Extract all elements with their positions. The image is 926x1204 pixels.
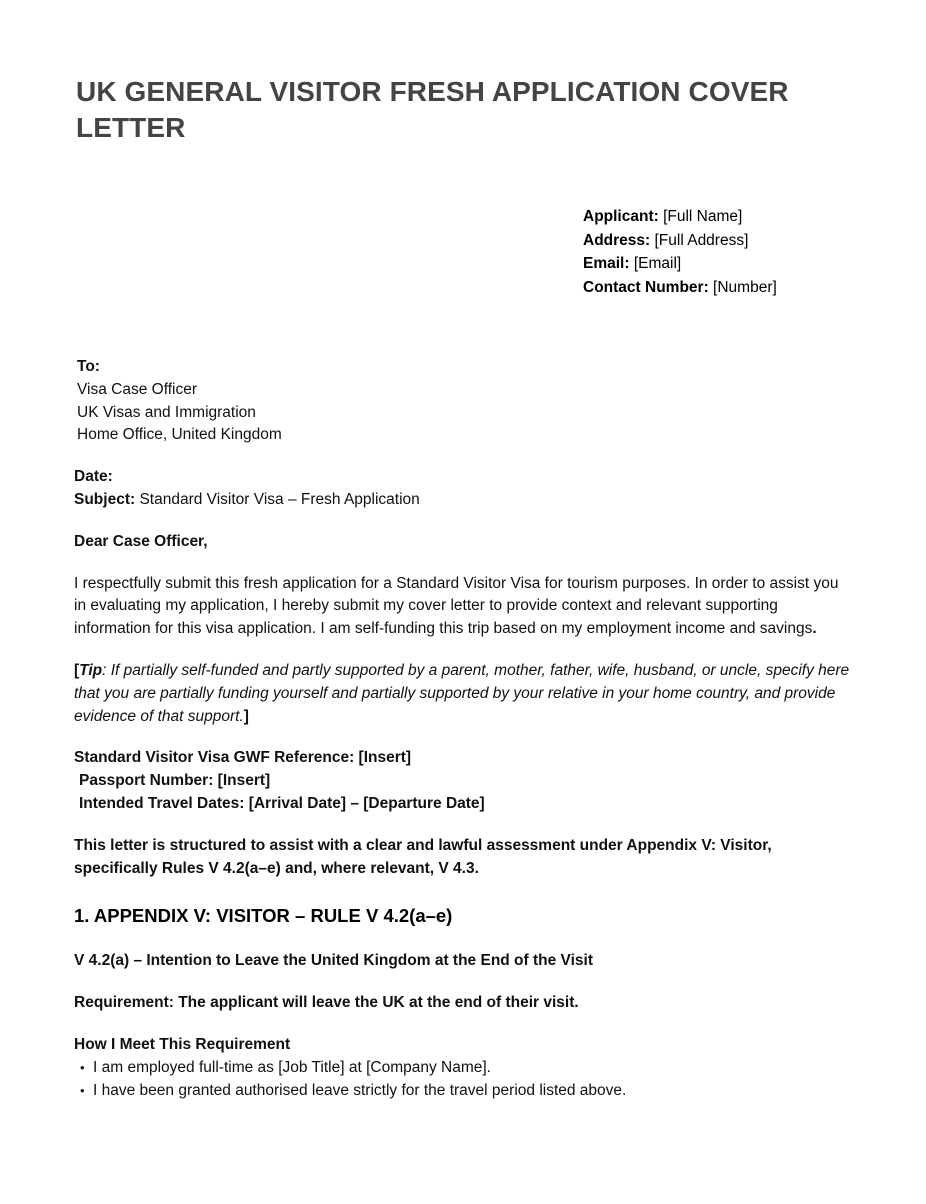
date-line [74,466,852,489]
applicant-line-name [583,205,777,229]
reference-passport-line: Passport Number: [Insert] [79,772,271,790]
tip-italic-text: : If partially self-funded and partly supported by a parent, mother, father, wife, husband, or uncle, specify here that you are partially funding yourself and partially supported by your relative in your home country, and provide evidence of that support. [74,661,850,725]
list-item [74,1057,852,1080]
recipient-label: To: [77,358,100,375]
recipient-block [74,356,852,447]
applicant-address-label: Address: [583,231,651,249]
recipient-line-3: Home Office, United Kingdom [77,426,282,444]
rule-sub-heading: V 4.2(a) – Intention to Leave the United Kingdom at the End of the Visit [74,952,594,970]
intro-paragraph [74,573,852,641]
list-item-text: I have been granted authorised leave strictly for the travel period listed above. [93,1081,627,1099]
subject-label: Subject: [74,490,136,508]
tip-open-bracket: [ [74,661,80,679]
how-i-meet-bullet-list [74,1057,852,1103]
bullet-icon: • [80,1059,85,1075]
applicant-line-contact [583,276,777,300]
letter-body [74,356,852,1102]
applicant-name-label: Applicant: [583,208,659,225]
salutation: Dear Case Officer, [74,532,208,550]
applicant-email-value: [Email] [629,255,682,272]
list-item [74,1080,852,1103]
section-heading-appendix-v: 1. APPENDIX V: VISITOR – RULE V 4.2(a–e) [74,905,453,927]
applicant-name-value: [Full Name] [658,208,743,225]
tip-close-bracket: ] [243,707,249,725]
applicant-line-email [583,252,777,276]
page-title: UK GENERAL VISITOR FRESH APPLICATION COVER LETTER [76,76,789,143]
applicant-details-block [583,205,777,299]
applicant-contact-value: [Number] [708,278,777,296]
recipient-line-2: UK Visas and Immigration [77,403,256,421]
bullet-icon: • [80,1082,85,1098]
tip-paragraph [74,660,852,728]
applicant-email-label: Email: [583,255,630,272]
requirement-statement: Requirement: The applicant will leave the UK at the end of their visit. [74,994,579,1012]
applicant-line-address [583,229,777,253]
tip-bold-word: Tip [79,661,103,679]
intro-paragraph-bold-tail: . [812,620,817,638]
applicant-contact-label: Contact Number: [583,278,709,296]
date-subject-block [74,466,852,512]
list-item-text: I am employed full-time as [Job Title] at [Company Name]. [93,1058,491,1076]
reference-gwf-line: Standard Visitor Visa GWF Reference: [Insert] [74,749,412,767]
subject-value: Standard Visitor Visa – Fresh Application [135,490,420,508]
structure-note: This letter is structured to assist with a clear and lawful assessment under Appendix V: Visitor, specifically Rules V 4.2(a–e) and, where relevant, V 4.3. [74,836,772,877]
how-i-meet-heading: How I Meet This Requirement [74,1035,291,1053]
date-label: Date: [74,468,113,486]
intro-paragraph-text: I respectfully submit this fresh application for a Standard Visitor Visa for tourism purposes. In order to assist you in evaluating my application, I hereby submit my cover letter to provide context and relevant supporting information for this visa application. I am self-funding this trip based on my employment income and savings [74,574,839,638]
reference-block [74,747,852,815]
subject-line [74,489,852,512]
recipient-line-1: Visa Case Officer [77,380,198,398]
applicant-address-value: [Full Address] [650,231,749,249]
reference-travel-dates-line: Intended Travel Dates: [Arrival Date] – [Departure Date] [79,794,485,812]
